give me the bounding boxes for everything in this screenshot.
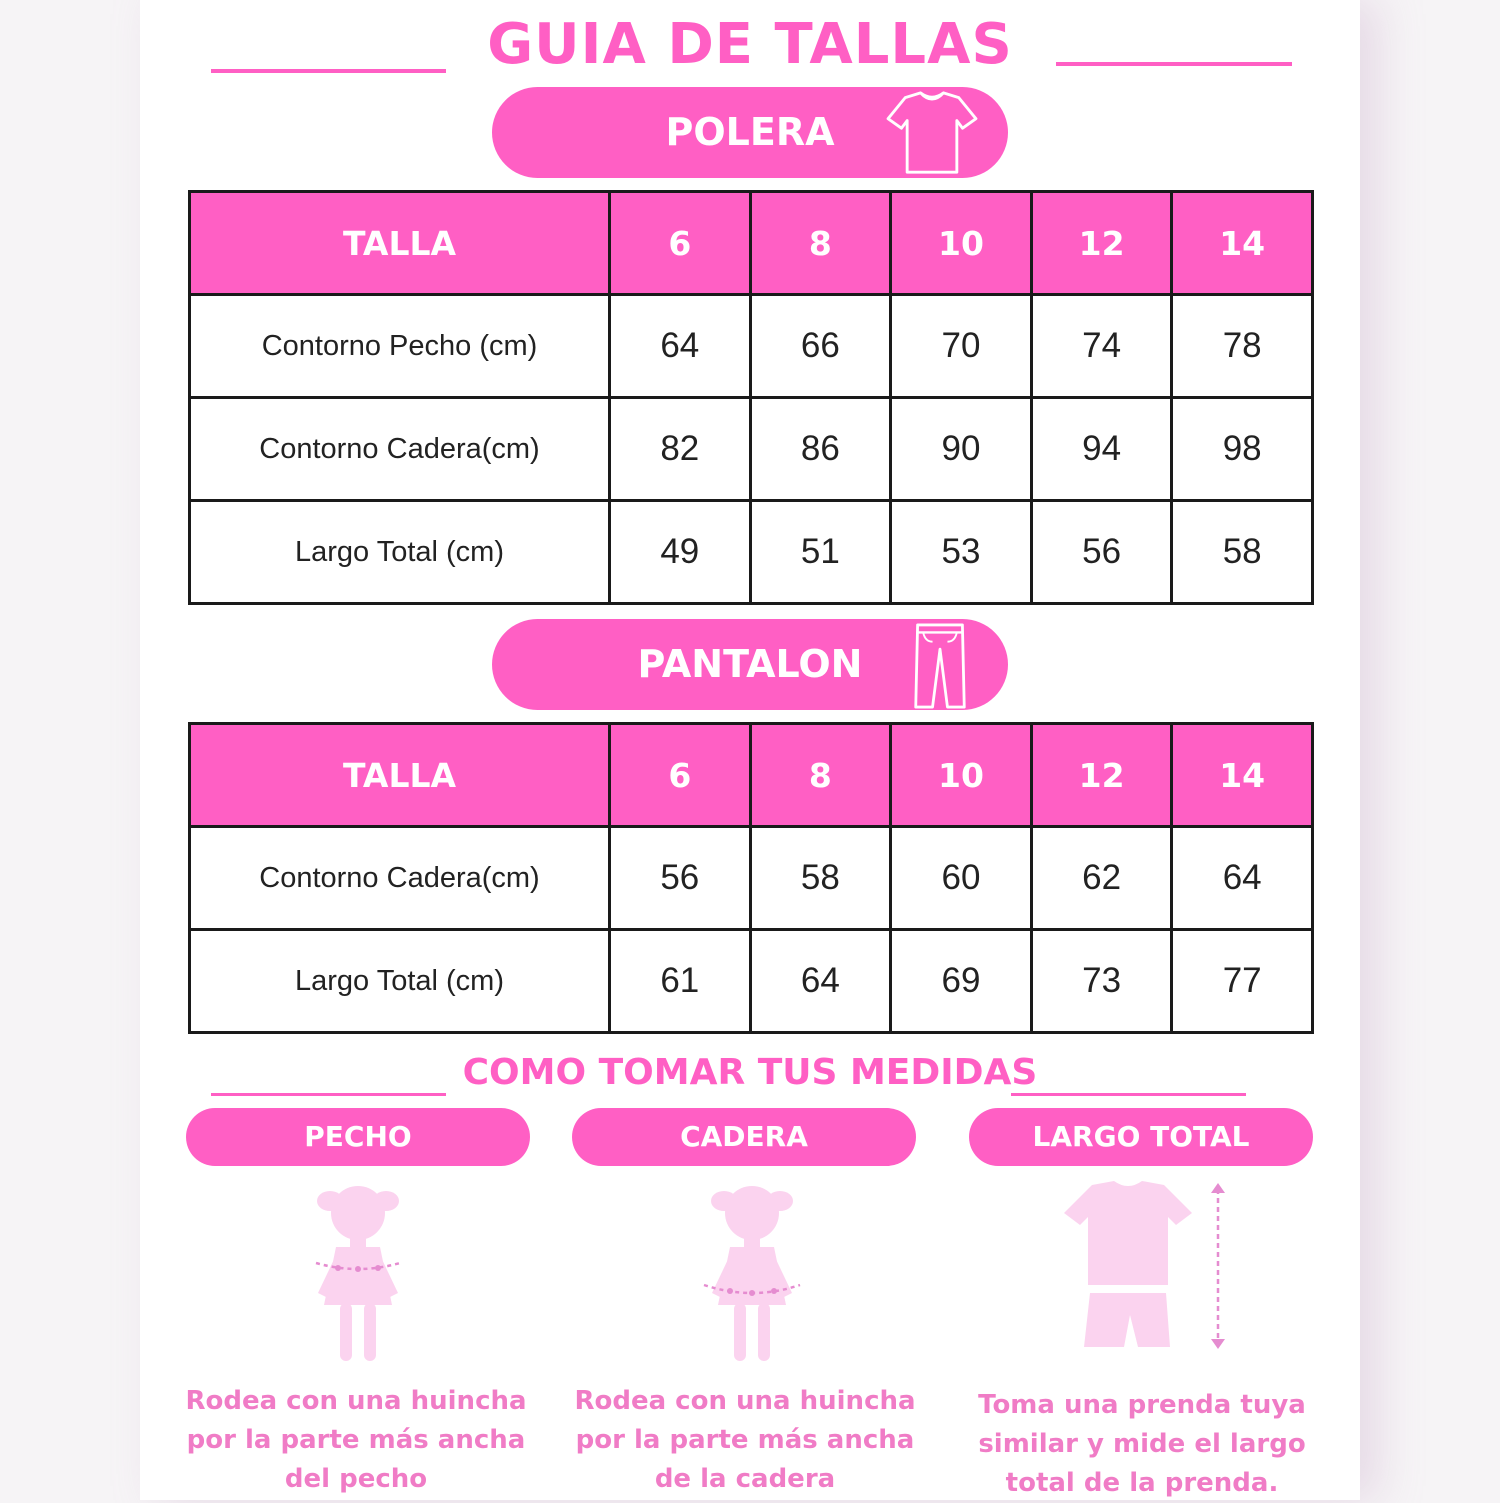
table-cell: 61 <box>610 930 751 1033</box>
cadera-pill: CADERA <box>572 1108 916 1166</box>
header-cell: 8 <box>750 724 891 827</box>
table-cell: 53 <box>891 501 1032 604</box>
table-cell: 69 <box>891 930 1032 1033</box>
table-cell: 64 <box>750 930 891 1033</box>
measure-rule-right <box>1011 1093 1246 1096</box>
table-cell: 94 <box>1031 398 1172 501</box>
girl-hip-illustration <box>682 1175 822 1365</box>
table-cell: 58 <box>1172 501 1313 604</box>
table-cell: 62 <box>1031 827 1172 930</box>
caption-line: por la parte más ancha <box>186 1425 526 1455</box>
table-cell: 82 <box>610 398 751 501</box>
table-cell: 77 <box>1172 930 1313 1033</box>
table-cell: 60 <box>891 827 1032 930</box>
header-cell: 12 <box>1031 724 1172 827</box>
table-cell: 64 <box>1172 827 1313 930</box>
table-cell: 58 <box>750 827 891 930</box>
row-label: Largo Total (cm) <box>190 501 610 604</box>
polera-label: POLERA <box>665 110 835 154</box>
table-cell: 98 <box>1172 398 1313 501</box>
caption-line: total de la prenda. <box>1005 1468 1279 1498</box>
title-rule-left <box>211 69 446 73</box>
title-rule-right <box>1056 62 1292 66</box>
table-row <box>190 930 1313 1033</box>
page-title: GUIA DE TALLAS <box>487 12 1013 77</box>
polera-size-table <box>188 190 1314 605</box>
table-row <box>190 827 1313 930</box>
table-cell: 73 <box>1031 930 1172 1033</box>
header-cell: 10 <box>891 724 1032 827</box>
header-cell: 14 <box>1172 192 1313 295</box>
header-cell: 10 <box>891 192 1032 295</box>
table-cell: 66 <box>750 295 891 398</box>
header-cell: 8 <box>750 192 891 295</box>
header-cell: TALLA <box>190 192 610 295</box>
polera-banner <box>492 87 1008 178</box>
table-cell: 78 <box>1172 295 1313 398</box>
table-cell: 70 <box>891 295 1032 398</box>
table-cell: 56 <box>610 827 751 930</box>
header-cell: TALLA <box>190 724 610 827</box>
clothes-length-illustration <box>1058 1175 1238 1355</box>
pants-icon <box>912 621 968 711</box>
measure-section-title: COMO TOMAR TUS MEDIDAS <box>462 1052 1038 1093</box>
caption-line: Rodea con una huincha <box>574 1386 916 1416</box>
table-cell: 90 <box>891 398 1032 501</box>
header-cell: 12 <box>1031 192 1172 295</box>
header-cell: 14 <box>1172 724 1313 827</box>
table-row <box>190 398 1313 501</box>
table-cell: 74 <box>1031 295 1172 398</box>
caption-line: Rodea con una huincha <box>185 1386 527 1416</box>
table-cell: 49 <box>610 501 751 604</box>
caption-line: similar y mide el largo <box>978 1429 1306 1459</box>
largo-total-pill: LARGO TOTAL <box>969 1108 1313 1166</box>
header-cell: 6 <box>610 724 751 827</box>
girl-chest-illustration <box>288 1175 428 1365</box>
tshirt-icon <box>884 90 980 176</box>
row-label: Contorno Pecho (cm) <box>190 295 610 398</box>
row-label: Contorno Cadera(cm) <box>190 398 610 501</box>
header-cell: 6 <box>610 192 751 295</box>
cadera-caption <box>565 1382 925 1499</box>
caption-line: Toma una prenda tuya <box>978 1390 1306 1420</box>
table-header-row <box>190 192 1313 295</box>
largo-total-caption <box>962 1386 1322 1503</box>
pecho-caption <box>176 1382 536 1499</box>
row-label: Largo Total (cm) <box>190 930 610 1033</box>
caption-line: por la parte más ancha <box>575 1425 915 1455</box>
measure-rule-left <box>211 1093 446 1096</box>
table-row <box>190 295 1313 398</box>
pantalon-label: PANTALON <box>637 642 863 686</box>
pantalon-size-table <box>188 722 1314 1034</box>
table-cell: 51 <box>750 501 891 604</box>
row-label: Contorno Cadera(cm) <box>190 827 610 930</box>
table-row <box>190 501 1313 604</box>
pantalon-banner <box>492 619 1008 710</box>
table-cell: 56 <box>1031 501 1172 604</box>
table-cell: 86 <box>750 398 891 501</box>
caption-line: de la cadera <box>654 1464 836 1494</box>
table-header-row <box>190 724 1313 827</box>
table-cell: 64 <box>610 295 751 398</box>
caption-line: del pecho <box>284 1464 428 1494</box>
pecho-pill: PECHO <box>186 1108 530 1166</box>
